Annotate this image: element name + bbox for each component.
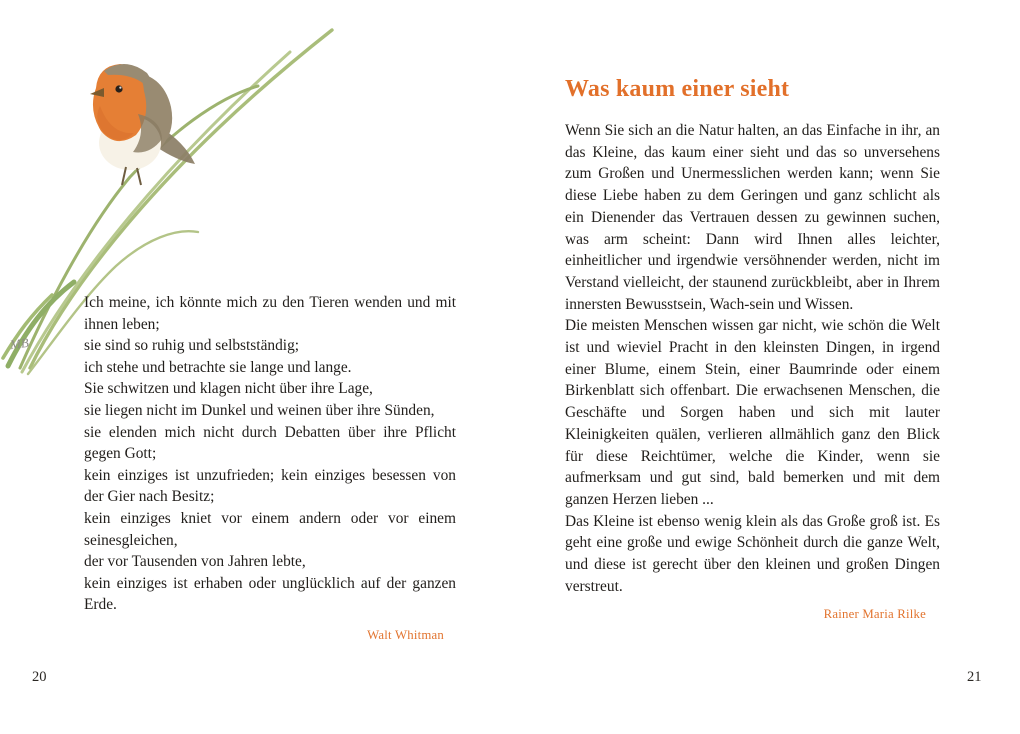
poem-line: sie elenden mich nicht durch Debatten über ihre Pflicht gegen Gott;: [84, 423, 456, 463]
page-number-left: 20: [32, 669, 47, 685]
page-number-right: 21: [967, 669, 982, 685]
prose-paragraph: Wenn Sie sich an die Natur halten, an das Einfache in ihr, an das Kleine, das kaum einer sieht und das so unversehens zum Großen und Unermesslichen werden kann; wenn Sie diese Liebe haben zu dem Geringen und ganz schlicht als ein Dienender das Vertrauen dessen zu gewinnen suchen, was arm scheint: Dann wird Ihnen alles leichter, einheitlicher und irgendwie versöhnender werden, nicht im Verstand vielleicht, der staunend zurückbleibt, aber in Ihrem innersten Bewusstsein, Wach-sein und Wissen.: [565, 122, 940, 313]
poem-line: kein einziges ist erhaben oder unglücklich auf der ganzen Erde.: [84, 574, 456, 614]
poem-line: kein einziges ist unzufrieden; kein einziges besessen von der Gier nach Besitz;: [84, 466, 456, 506]
prose-paragraph: Das Kleine ist ebenso wenig klein als das Große groß ist. Es geht eine große und ewige Schönheit durch die ganze Welt, und diese ist gerecht über den kleinen und großen Dingen verstreut.: [565, 512, 940, 595]
poem-line: kein einziges kniet vor einem andern oder vor einem seinesgleichen,: [84, 509, 456, 549]
prose-text: [565, 120, 940, 626]
poem: [84, 292, 456, 647]
poem-line: der vor Tausenden von Jahren lebte,: [84, 553, 306, 571]
poem-attribution: Walt Whitman: [367, 627, 444, 642]
prose-attribution: Rainer Maria Rilke: [823, 607, 926, 622]
poem-line: ich stehe und betrachte sie lange und lange.: [84, 358, 352, 376]
prose-paragraph: Die meisten Menschen wissen gar nicht, wie schön die Welt ist und wieviel Pracht in den kleinsten Dingen, in irgend einer Blume, einem Stein, einer Baumrinde oder einem Birkenblatt sich offenbart. Die erwachsenen Menschen, die Geschäfte und Sorgen haben und sich mit lauter Kleinigkeiten quälen, verlieren allmählich ganz den Blick für diese Reichtümer, welche die Kinder, wenn sie aufmerksam und gut sind, bald bemerken und mit dem ganzen Herzen lieben ...: [565, 317, 940, 508]
chapter-heading: Was kaum einer sieht: [565, 76, 790, 102]
poem-line: Sie schwitzen und klagen nicht über ihre Lage,: [84, 380, 373, 398]
poem-line: sie liegen nicht im Dunkel und weinen über ihre Sünden,: [84, 401, 435, 419]
poem-line: sie sind so ruhig und selbstständig;: [84, 337, 300, 355]
poem-line: Ich meine, ich könnte mich zu den Tieren wenden und mit ihnen leben;: [84, 294, 456, 333]
artist-monogram: MB: [8, 334, 30, 353]
